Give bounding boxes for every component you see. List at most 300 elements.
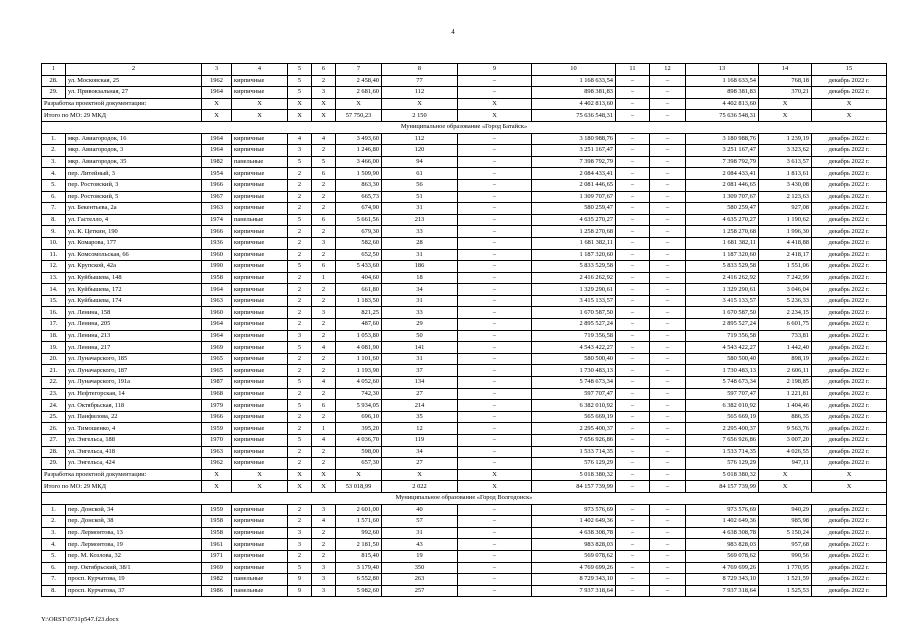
table-row	[42, 574, 887, 586]
table-cell: 4 081,90	[336, 342, 382, 354]
table-cell: 2 681,60	[336, 87, 382, 99]
table-row	[42, 342, 887, 354]
table-cell: ул. Бекентьева, 2а	[66, 203, 202, 215]
table-cell: 1974	[202, 214, 232, 226]
header-cell: 9	[458, 64, 532, 76]
table-cell: 4 418,88	[759, 237, 812, 249]
table-cell: 13.	[42, 272, 66, 284]
table-cell: 2	[312, 191, 336, 203]
table-cell: –	[650, 226, 686, 238]
table-cell: 2	[288, 353, 312, 365]
table-cell: 5.	[42, 550, 66, 562]
table-cell: 2	[288, 319, 312, 331]
table-cell: –	[616, 87, 650, 99]
table-cell: 2 416 262,92	[686, 272, 759, 284]
summary-cell: X	[458, 481, 532, 493]
summary-cell: –	[650, 469, 686, 481]
summary-cell: X	[458, 469, 532, 481]
table-cell: ул. К. Цеткин, 190	[66, 226, 202, 238]
table-cell: 2	[312, 295, 336, 307]
table-cell: 1964	[202, 145, 232, 157]
table-cell: 6	[312, 261, 336, 273]
table-cell: кирпичные	[232, 342, 288, 354]
summary-cell: X	[232, 98, 288, 110]
table-cell: 2	[288, 446, 312, 458]
table-cell: ул. Ленина, 213	[66, 330, 202, 342]
summary-cell: X	[812, 481, 887, 493]
summary-cell: X	[812, 110, 887, 122]
header-cell: 10	[532, 64, 616, 76]
table-cell: 7 937 318,64	[686, 585, 759, 597]
table-cell: 674,90	[336, 203, 382, 215]
table-cell: –	[616, 365, 650, 377]
table-cell: –	[650, 272, 686, 284]
summary-cell: Разработка проектной документации:	[42, 98, 202, 110]
header-cell: 11	[616, 64, 650, 76]
table-cell: кирпичные	[232, 377, 288, 389]
table-cell: декабрь 2022 г.	[812, 284, 887, 296]
table-cell: 5 934,05	[336, 400, 382, 412]
page-number: 4	[451, 28, 455, 36]
table-cell: 33	[382, 307, 458, 319]
table-cell: декабрь 2022 г.	[812, 550, 887, 562]
table-cell: 8.	[42, 585, 66, 597]
table-cell: 1 670 587,50	[532, 307, 616, 319]
table-cell: 1964	[202, 284, 232, 296]
table-cell: 6 552,80	[336, 574, 382, 586]
table-cell: 1962	[202, 458, 232, 470]
table-cell: 4 638 308,78	[532, 527, 616, 539]
summary-cell: X	[382, 98, 458, 110]
summary-cell: X	[232, 469, 288, 481]
table-cell: 5	[288, 156, 312, 168]
table-cell: –	[616, 377, 650, 389]
table-cell: 2.	[42, 516, 66, 528]
table-cell: –	[616, 319, 650, 331]
table-row	[42, 295, 887, 307]
summary-cell: –	[616, 110, 650, 122]
table-cell: 2	[312, 226, 336, 238]
summary-cell: X	[759, 98, 812, 110]
table-cell: 50	[382, 330, 458, 342]
table-cell: 77	[382, 75, 458, 87]
table-cell: 1966	[202, 226, 232, 238]
table-cell: декабрь 2022 г.	[812, 365, 887, 377]
table-cell: 597 707,47	[686, 388, 759, 400]
table-cell: пер. Ростовский, 5	[66, 191, 202, 203]
table-row	[42, 226, 887, 238]
table-cell: 1 168 633,54	[532, 75, 616, 87]
table-cell: 1990	[202, 261, 232, 273]
table-cell: 2 295 400,37	[532, 423, 616, 435]
table-cell: 5 833 529,58	[686, 261, 759, 273]
table-cell: –	[616, 423, 650, 435]
table-cell: 27.	[42, 435, 66, 447]
table-cell: 983 828,03	[532, 539, 616, 551]
table-cell: 1936	[202, 237, 232, 249]
table-cell: –	[458, 145, 532, 157]
table-cell: –	[650, 504, 686, 516]
table-cell: 350	[382, 562, 458, 574]
table-cell: 2 181,50	[336, 539, 382, 551]
table-cell: –	[458, 550, 532, 562]
table-row	[42, 458, 887, 470]
table-cell: –	[616, 585, 650, 597]
table-cell: 947,11	[759, 458, 812, 470]
summary-cell: X	[312, 110, 336, 122]
table-cell: 28.	[42, 75, 66, 87]
table-cell: ул. Луначарского, 191а	[66, 377, 202, 389]
table-cell: 7 242,99	[759, 272, 812, 284]
table-cell: 2 418,17	[759, 249, 812, 261]
section-title-row	[42, 492, 887, 504]
table-cell: 3 466,00	[336, 156, 382, 168]
table-cell: 1982	[202, 574, 232, 586]
table-cell: 16.	[42, 307, 66, 319]
table-row	[42, 562, 887, 574]
table-cell: 2	[288, 179, 312, 191]
table-cell: 2	[288, 423, 312, 435]
table-cell: 2 606,11	[759, 365, 812, 377]
table-cell: декабрь 2022 г.	[812, 330, 887, 342]
table-cell: 27	[382, 388, 458, 400]
table-cell: кирпичные	[232, 249, 288, 261]
table-cell: декабрь 2022 г.	[812, 423, 887, 435]
table-cell: 985,98	[759, 516, 812, 528]
table-cell: –	[650, 400, 686, 412]
table-cell: кирпичные	[232, 458, 288, 470]
table-cell: 5	[312, 156, 336, 168]
table-cell: –	[650, 133, 686, 145]
summary-cell: –	[650, 110, 686, 122]
table-cell: 2	[312, 458, 336, 470]
table-cell: 657,30	[336, 458, 382, 470]
table-cell: 1 681 382,11	[686, 237, 759, 249]
table-row	[42, 133, 887, 145]
table-cell: 2 895 527,24	[532, 319, 616, 331]
table-cell: –	[458, 365, 532, 377]
table-cell: 34	[382, 284, 458, 296]
summary-cell: X	[336, 469, 382, 481]
table-cell: 9.	[42, 226, 66, 238]
table-cell: 1969	[202, 342, 232, 354]
table-cell: ул. Гастелло, 4	[66, 214, 202, 226]
table-cell: 4.	[42, 539, 66, 551]
table-cell: –	[458, 87, 532, 99]
summary-cell: X	[336, 98, 382, 110]
table-cell: 4	[312, 133, 336, 145]
table-cell: 5 833 529,58	[532, 261, 616, 273]
table-cell: 652,50	[336, 249, 382, 261]
table-cell: 1 168 633,54	[686, 75, 759, 87]
data-table	[41, 63, 887, 597]
table-cell: 1963	[202, 446, 232, 458]
summary-cell: X	[759, 481, 812, 493]
table-cell: 2	[288, 226, 312, 238]
summary-cell: X	[458, 110, 532, 122]
table-row	[42, 527, 887, 539]
summary-cell: 75 636 548,31	[686, 110, 759, 122]
table-cell: панельные	[232, 214, 288, 226]
table-cell: 5	[288, 342, 312, 354]
table-cell: 370,21	[759, 87, 812, 99]
table-cell: 3	[312, 574, 336, 586]
table-cell: –	[458, 330, 532, 342]
table-cell: кирпичные	[232, 365, 288, 377]
table-cell: 4 635 270,27	[686, 214, 759, 226]
table-cell: 1971	[202, 550, 232, 562]
table-cell: –	[458, 458, 532, 470]
table-cell: 1 525,53	[759, 585, 812, 597]
table-cell: декабрь 2022 г.	[812, 272, 887, 284]
table-cell: 61	[382, 168, 458, 180]
table-cell: –	[458, 168, 532, 180]
table-cell: –	[458, 179, 532, 191]
table-cell: –	[616, 504, 650, 516]
table-cell: декабрь 2022 г.	[812, 353, 887, 365]
table-cell: ул. Ленина, 205	[66, 319, 202, 331]
header-row	[42, 64, 887, 76]
table-cell: кирпичные	[232, 307, 288, 319]
table-cell: –	[458, 261, 532, 273]
table-cell: 22.	[42, 377, 66, 389]
table-cell: 186	[382, 261, 458, 273]
table-cell: 2	[288, 249, 312, 261]
table-cell: –	[650, 423, 686, 435]
table-cell: –	[650, 353, 686, 365]
table-cell: 18	[382, 272, 458, 284]
table-cell: –	[616, 272, 650, 284]
table-cell: –	[616, 295, 650, 307]
table-cell: 40	[382, 504, 458, 516]
table-cell: –	[616, 342, 650, 354]
table-cell: 1968	[202, 388, 232, 400]
table-cell: декабрь 2022 г.	[812, 527, 887, 539]
table-cell: 33	[382, 226, 458, 238]
table-cell: ул. Куйбышева, 148	[66, 272, 202, 284]
table-cell: 1 551,06	[759, 261, 812, 273]
table-cell: 2 295 400,37	[686, 423, 759, 435]
table-row	[42, 237, 887, 249]
table-cell: 7 656 926,86	[686, 435, 759, 447]
table-cell: декабрь 2022 г.	[812, 585, 887, 597]
table-cell: –	[458, 75, 532, 87]
table-cell: 5	[288, 377, 312, 389]
table-cell: –	[650, 191, 686, 203]
table-cell: кирпичные	[232, 87, 288, 99]
table-cell: 4 635 270,27	[532, 214, 616, 226]
table-cell: –	[458, 435, 532, 447]
summary-cell: Итого по МО: 29 МКД	[42, 481, 202, 493]
table-cell: 1958	[202, 272, 232, 284]
table-cell: 863,30	[336, 179, 382, 191]
table-cell: 2	[312, 353, 336, 365]
table-cell: 141	[382, 342, 458, 354]
table-cell: 1 813,61	[759, 168, 812, 180]
table-cell: ул. Энгельса, 188	[66, 435, 202, 447]
table-cell: –	[458, 353, 532, 365]
table-cell: ул. Энгельса, 418	[66, 446, 202, 458]
summary-cell: X	[382, 469, 458, 481]
table-cell: кирпичные	[232, 168, 288, 180]
table-cell: 8.	[42, 214, 66, 226]
table-cell: 5 748 673,34	[686, 377, 759, 389]
table-cell: 31	[382, 203, 458, 215]
table-cell: 21.	[42, 365, 66, 377]
table-cell: –	[616, 261, 650, 273]
table-cell: 25.	[42, 411, 66, 423]
header-cell: 4	[232, 64, 288, 76]
table-cell: 5 982,60	[336, 585, 382, 597]
table-cell: кирпичные	[232, 435, 288, 447]
table-cell: 1 681 382,11	[532, 237, 616, 249]
summary-cell: 53 018,99	[336, 481, 382, 493]
table-cell: кирпичные	[232, 295, 288, 307]
table-cell: декабрь 2022 г.	[812, 191, 887, 203]
header-cell: 14	[759, 64, 812, 76]
table-cell: –	[458, 284, 532, 296]
table-cell: 5	[288, 214, 312, 226]
table-cell: 4 769 699,26	[686, 562, 759, 574]
table-cell: 1 258 270,68	[686, 226, 759, 238]
table-row	[42, 446, 887, 458]
table-row	[42, 550, 887, 562]
table-cell: 2	[288, 295, 312, 307]
table-cell: –	[458, 585, 532, 597]
table-cell: ул. Ленина, 217	[66, 342, 202, 354]
table-cell: 214	[382, 400, 458, 412]
summary-cell: X	[288, 98, 312, 110]
table-cell: ул. Ленина, 158	[66, 307, 202, 319]
table-cell: 15.	[42, 295, 66, 307]
table-cell: –	[650, 261, 686, 273]
table-cell: 43	[382, 539, 458, 551]
table-cell: 661,80	[336, 284, 382, 296]
table-cell: ул. Панфилова, 22	[66, 411, 202, 423]
table-cell: декабрь 2022 г.	[812, 411, 887, 423]
table-row	[42, 423, 887, 435]
table-cell: декабрь 2022 г.	[812, 237, 887, 249]
table-cell: 263	[382, 574, 458, 586]
table-cell: 4	[312, 377, 336, 389]
table-cell: декабрь 2022 г.	[812, 179, 887, 191]
table-cell: –	[458, 272, 532, 284]
table-cell: –	[650, 284, 686, 296]
table-cell: –	[650, 156, 686, 168]
table-cell: 3	[312, 307, 336, 319]
table-cell: –	[616, 249, 650, 261]
table-cell: 2	[312, 330, 336, 342]
table-cell: –	[650, 585, 686, 597]
table-cell: 580 500,40	[686, 353, 759, 365]
table-cell: 1 329 290,61	[686, 284, 759, 296]
table-cell: 3	[288, 145, 312, 157]
table-cell: 719 356,58	[686, 330, 759, 342]
table-cell: –	[650, 87, 686, 99]
table-cell: декабрь 2022 г.	[812, 319, 887, 331]
table-cell: –	[458, 214, 532, 226]
table-cell: пер. Лермонтова, 13	[66, 527, 202, 539]
table-cell: 1970	[202, 435, 232, 447]
table-cell: 1963	[202, 203, 232, 215]
table-cell: 2 234,15	[759, 307, 812, 319]
table-cell: 3 251 167,47	[686, 145, 759, 157]
table-cell: 1 309 707,67	[532, 191, 616, 203]
table-cell: –	[458, 203, 532, 215]
table-cell: –	[650, 249, 686, 261]
table-cell: пер. Литейный, 3	[66, 168, 202, 180]
table-cell: 2	[312, 249, 336, 261]
table-cell: 1962	[202, 75, 232, 87]
table-cell: 4	[312, 342, 336, 354]
table-cell: 8 729 343,10	[686, 574, 759, 586]
table-cell: пер. М. Козлова, 32	[66, 550, 202, 562]
table-cell: 6	[312, 168, 336, 180]
table-cell: –	[650, 539, 686, 551]
summary-cell: X	[458, 98, 532, 110]
table-cell: 112	[382, 87, 458, 99]
table-cell: –	[458, 423, 532, 435]
table-cell: кирпичные	[232, 75, 288, 87]
table-row	[42, 249, 887, 261]
table-cell: кирпичные	[232, 191, 288, 203]
table-cell: 2	[288, 284, 312, 296]
table-cell: декабрь 2022 г.	[812, 342, 887, 354]
table-cell: 2	[312, 539, 336, 551]
header-cell: 1	[42, 64, 66, 76]
table-cell: 940,29	[759, 504, 812, 516]
table-cell: 18.	[42, 330, 66, 342]
table-cell: 1 239,19	[759, 133, 812, 145]
table-cell: декабрь 2022 г.	[812, 295, 887, 307]
table-cell: –	[458, 249, 532, 261]
header-cell: 15	[812, 64, 887, 76]
table-cell: –	[650, 446, 686, 458]
table-cell: 7 937 318,64	[532, 585, 616, 597]
table-cell: –	[458, 191, 532, 203]
summary-cell: X	[202, 481, 232, 493]
table-cell: 3	[312, 87, 336, 99]
table-cell: 2	[288, 516, 312, 528]
table-cell: –	[616, 237, 650, 249]
table-cell: декабрь 2022 г.	[812, 388, 887, 400]
summary-cell: X	[312, 481, 336, 493]
table-cell: 973 576,69	[686, 504, 759, 516]
table-row	[42, 214, 887, 226]
table-cell: 3 430,08	[759, 179, 812, 191]
table-cell: –	[650, 458, 686, 470]
table-cell: 31	[382, 353, 458, 365]
summary-cell: X	[288, 110, 312, 122]
table-cell: 1965	[202, 353, 232, 365]
table-cell: 1966	[202, 411, 232, 423]
table-cell: 5	[288, 87, 312, 99]
table-cell: декабрь 2022 г.	[812, 203, 887, 215]
table-cell: 487,60	[336, 319, 382, 331]
table-cell: 5	[288, 435, 312, 447]
table-cell: –	[616, 516, 650, 528]
summary-cell: 4 402 813,60	[532, 98, 616, 110]
table-cell: кирпичные	[232, 562, 288, 574]
table-cell: 19	[382, 550, 458, 562]
table-cell: мкр. Авиагородок, 3	[66, 145, 202, 157]
table-cell: –	[458, 307, 532, 319]
table-cell: 4 543 422,27	[532, 342, 616, 354]
table-cell: 7 656 926,86	[532, 435, 616, 447]
header-cell: 13	[686, 64, 759, 76]
table-cell: 679,30	[336, 226, 382, 238]
table-cell: 1	[312, 272, 336, 284]
